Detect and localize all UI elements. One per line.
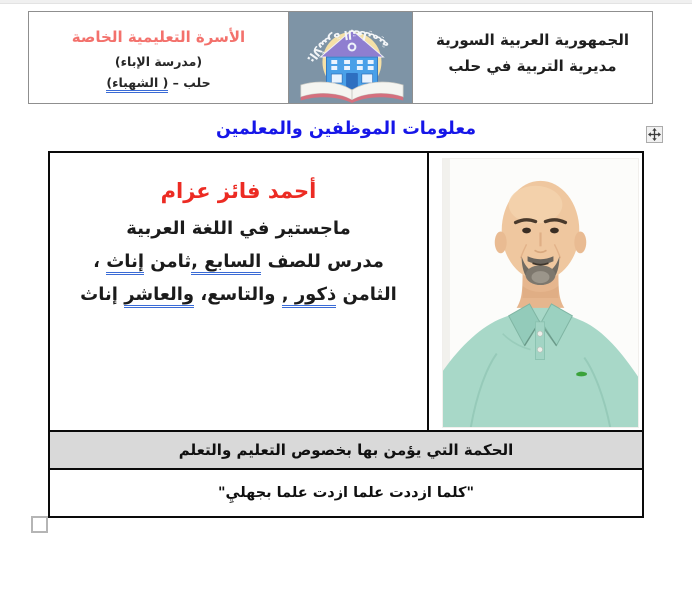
window-edge-strip [0, 0, 692, 4]
school-family-title: الأسرة التعليمية الخاصة [71, 28, 246, 46]
table-move-handle[interactable] [646, 126, 663, 143]
teacher-photo-cell [427, 153, 642, 430]
wisdom-header-bar [50, 430, 642, 468]
school-logo [288, 12, 413, 103]
directorate-name: مديرية التربية في حلب [448, 57, 617, 75]
school-name: (مدرسة الإباء) [114, 54, 203, 69]
classes1-text: مدرس للصف [261, 251, 384, 272]
teacher-info-table [48, 151, 644, 518]
classes1-marked-word2: إناث [106, 251, 144, 275]
school-logo-icon [289, 12, 412, 103]
header-ministry-cell [413, 12, 652, 103]
table-resize-handle[interactable] [31, 516, 48, 533]
page-title: معلومات الموظفين والمعلمين [215, 119, 477, 139]
country-name: الجمهورية العربية السورية [436, 31, 629, 49]
school-city-text: حلب – [168, 75, 211, 90]
teacher-details-cell [50, 153, 427, 430]
school-location [29, 72, 288, 93]
move-crosshair-icon [648, 128, 661, 141]
teacher-degree: ماجستير في اللغة العربية [126, 218, 351, 239]
header-school-cell [29, 12, 288, 103]
header-table [28, 11, 653, 104]
school-district-text: ( الشهباء) [106, 75, 168, 93]
teacher-row [50, 153, 642, 430]
logo-arc-text: الأسرة التعليمية: [304, 27, 392, 66]
classes2-text3: إناث [80, 284, 125, 305]
classes2-text: الثامن [336, 284, 397, 305]
teacher-portrait-photo [442, 158, 639, 428]
classes2-marked-word: ذكور , [282, 284, 336, 308]
teacher-name: أحمد فائز عزام [160, 179, 317, 203]
teacher-classes-line2 [50, 278, 427, 311]
wisdom-header-text: الحكمة التي يؤمن بها بخصوص التعليم والتعلم [178, 441, 514, 459]
classes1-text2: ثامن [144, 251, 192, 272]
classes2-marked-word2: والعاشر [124, 284, 194, 308]
wisdom-quote-row [50, 468, 642, 516]
classes1-marked-word: السابع , [191, 251, 261, 275]
wisdom-quote-text: "كلما ازددت علما ازدت علما بجهليِ" [218, 485, 475, 501]
classes2-text2: والتاسع، [194, 284, 282, 305]
teacher-classes-line1 [50, 245, 427, 278]
classes1-text3: ، [93, 251, 107, 272]
